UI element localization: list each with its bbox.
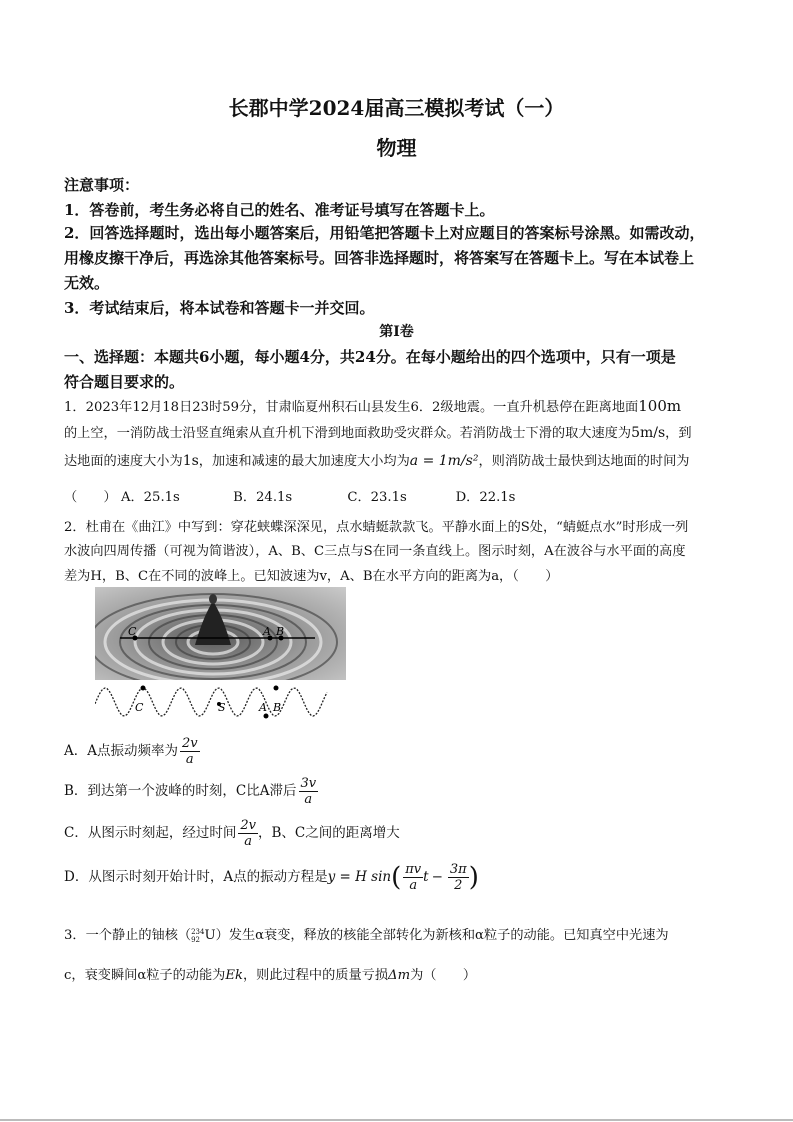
notice-item-3: 3．考试结束后，将本试卷和答题卡一并交回。	[64, 299, 375, 317]
section-heading-line-1: 一、选择题：本题共6小题，每小题4分，共24分。在每小题给出的四个选项中，只有一项是	[64, 348, 676, 366]
exam-title: 长郡中学2024届高三模拟考试（一）	[228, 96, 565, 120]
q2-option-c: C．从图示时刻起，经过时间 $\frac{2v}{a}$ ，B、C之间的距离增大	[64, 818, 400, 849]
wave-label-c: C	[135, 701, 144, 714]
wave-label-s: S	[218, 701, 226, 714]
q2-option-a-fraction: $\frac{2v}{a}$	[182, 736, 198, 767]
photo-label-b: B	[276, 625, 285, 638]
q1-option-a: A．25.1s	[120, 490, 180, 505]
q1-options	[64, 486, 515, 505]
notice-item-2-line-2: 用橡皮擦干净后，再选涂其他答案标号。回答非选择题时，将答案写在答题卡上。写在本试卷上	[64, 249, 695, 267]
q2-option-d: D．从图示时刻开始计时，A点的振动方程是y = H sin( $\frac{\pi v}{a}$ t − $\frac{3\pi}{2}$ )	[64, 862, 479, 893]
q3-line-2: c，衰变瞬间α粒子的动能为Ek，则此过程中的质量亏损Δm为（ ）	[64, 968, 477, 983]
water-ripple-image	[95, 587, 346, 680]
water-ripple-photo	[95, 587, 346, 680]
q2-option-b: B．到达第一个波峰的时刻，C比A滞后 $\frac{3v}{a}$	[64, 776, 317, 807]
notice-item-2-line-1: 2．回答选择题时，选出每小题答案后，用铅笔把答题卡上对应题目的答案标号涂黑。如需改动，	[64, 224, 705, 242]
q2-line-1: 2．杜甫在《曲江》中写到：穿花蛱蝶深深见，点水蜻蜓款款飞。平静水面上的S处，“蜻蜓点水”时形成一列	[64, 520, 689, 535]
notice-item-1: 1．答卷前，考生务必将自己的姓名、准考证号填写在答题卡上。	[64, 201, 495, 219]
photo-label-a: A	[263, 625, 271, 638]
wave-label-a: A	[259, 701, 267, 714]
q1-option-d: D．22.1s	[455, 490, 516, 505]
q3-line-1: 3．一个静止的铀核（ 234 92 U）发生α衰变，释放的核能全部转化为新核和α粒子的动能。已知真空中光速为	[64, 927, 669, 944]
q1-paren: （ ）	[64, 490, 117, 505]
q1-option-c: C．23.1s	[347, 490, 407, 505]
photo-label-c: C	[128, 625, 137, 638]
section-heading-line-2: 符合题目要求的。	[64, 373, 185, 391]
q1-line-3: 达地面的速度大小为1s，加速和减速的最大加速度大小均为a = 1m/s²，则消防战士最快到达地面的时间为	[64, 453, 690, 469]
q2-option-c-fraction: $\frac{2v}{a}$	[240, 818, 256, 849]
q2-line-2: 水波向四周传播（可视为简谐波），A、B、C三点与S在同一条直线上。图示时刻，A在波谷与水平面的高度	[64, 544, 686, 559]
q2-option-b-fraction: $\frac{3v}{a}$	[300, 776, 317, 807]
q2-line-3: 差为H，B、C在不同的波峰上。已知波速为v，A、B在水平方向的距离为a，（ ）	[64, 569, 559, 584]
q1-option-b: B．24.1s	[233, 490, 293, 505]
wave-label-b: B	[273, 701, 282, 714]
q1-line-2: 的上空，一消防战士沿竖直绳索从直升机下滑到地面救助受灾群众。若消防战士下滑的取大速度为5m/s，到	[64, 425, 692, 441]
sine-wave-svg	[95, 682, 330, 722]
notice-heading: 注意事项：	[64, 176, 140, 194]
notice-item-2-line-3: 无效。	[64, 274, 110, 292]
volume-label: 第Ⅰ卷	[379, 324, 414, 340]
q1-line-1: 1．2023年12月18日23时59分，甘肃临夏州积石山县发生6．2级地震。一直升机悬停在距离地面100m	[64, 397, 682, 415]
q2-option-a: A．A点振动频率为 $\frac{2v}{a}$	[64, 736, 198, 767]
sine-wave-diagram	[95, 682, 330, 722]
page-bottom-rule	[0, 1119, 793, 1121]
subject-title: 物理	[376, 136, 417, 160]
